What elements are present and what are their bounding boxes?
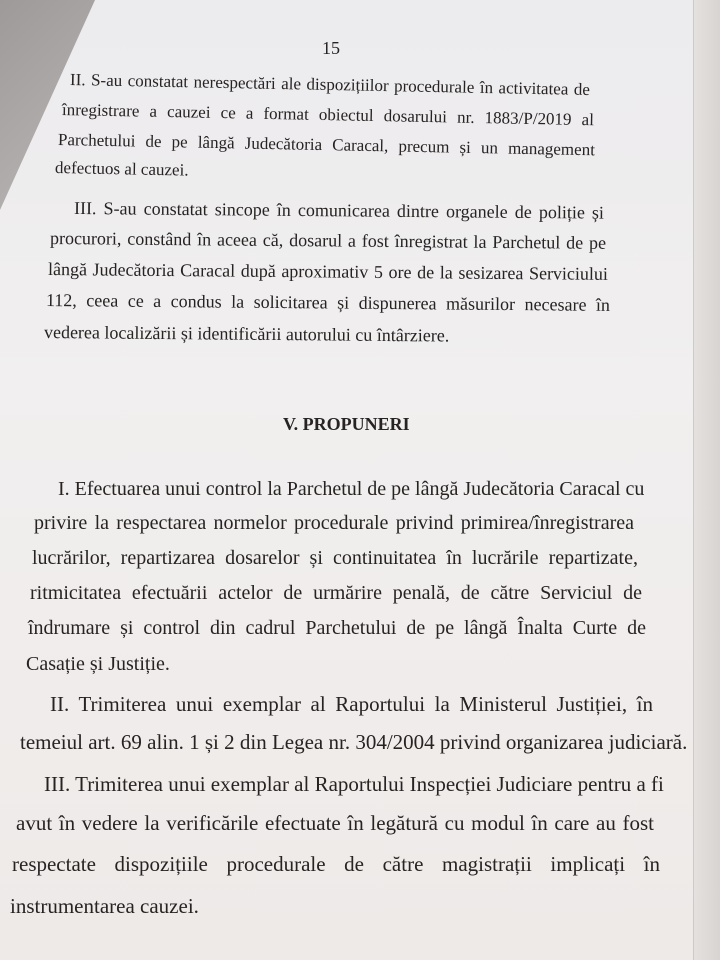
finding-iii-line: procurori, constând în aceea că, dosarul a fost înregistrat la Parchetul de pe [49, 228, 607, 253]
finding-iii-line: lângă Judecătoria Caracal după aproximativ 5 ore de la sesizarea Serviciului [47, 259, 609, 284]
proposal-i-line: lucrărilor, repartizarea dosarelor și continuitatea în lucrările repartizate, [32, 547, 638, 569]
proposal-i-line: Casație și Justiție. [26, 653, 170, 675]
finding-iii-line: III. S-au constatat sincope în comunicarea dintre organele de poliție și [73, 198, 605, 223]
proposal-iii-line: respectate dispozițiile procedurale de către magistrații implicați în [12, 852, 660, 876]
proposal-iii-line: avut în vedere la verificările efectuate în legătură cu modul în care au fost [16, 811, 654, 835]
proposal-i-line: îndrumare și control din cadrul Parchetului de pe lângă Înalta Curte de [28, 617, 646, 639]
proposal-ii-line: II. Trimiterea unui exemplar al Raportului la Ministerul Justiției, în [50, 692, 653, 716]
section-heading: V. PROPUNERI [283, 414, 410, 434]
finding-ii-line: înregistrare a cauzei ce a format obiectul dosarului nr. 1883/P/2019 al [61, 100, 595, 130]
proposal-iii-line: III. Trimiterea unui exemplar al Raportului Inspecției Judiciare pentru a fi [44, 772, 664, 796]
finding-iii-line: vederea localizării și identificării autorului cu întârziere. [43, 322, 450, 346]
proposal-i-line: ritmicitatea efectuării actelor de urmărire penală, de către Serviciul de [30, 582, 642, 604]
finding-ii-line: II. S-au constatat nerespectări ale dispozițiilor procedurale în activitatea de [69, 70, 591, 99]
finding-ii-line: Parchetului de pe lângă Judecătoria Caracal, precum și un management [57, 130, 596, 160]
page-number: 15 [322, 38, 340, 58]
proposal-i-line: privire la respectarea normelor procedurale privind primirea/înregistrarea [34, 512, 634, 534]
proposal-ii-line: temeiul art. 69 alin. 1 și 2 din Legea nr. 304/2004 privind organizarea judiciară. [20, 730, 688, 754]
proposal-i-line: I. Efectuarea unui control la Parchetul de pe lângă Judecătoria Caracal cu [58, 478, 645, 500]
proposal-iii-line: instrumentarea cauzei. [10, 894, 199, 918]
finding-iii-line: 112, ceea ce a condus la solicitarea și dispunerea măsurilor necesare în [45, 290, 611, 315]
underlying-sheet-edge [693, 0, 720, 960]
finding-ii-line: defectuos al cauzei. [54, 158, 189, 180]
